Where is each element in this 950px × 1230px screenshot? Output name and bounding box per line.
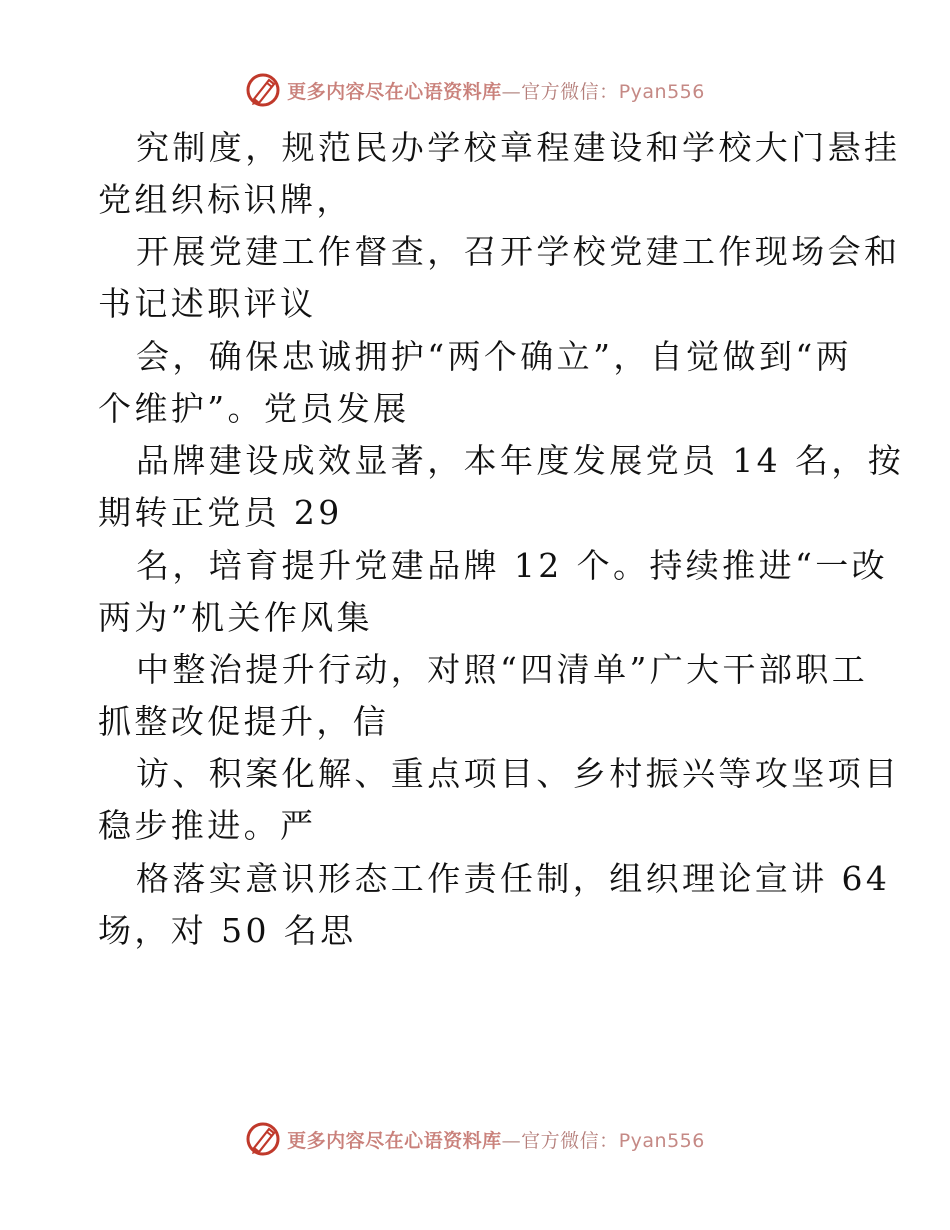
paragraph-line: 期转正党员 29 (98, 493, 343, 533)
footer-banner (0, 1119, 950, 1159)
paragraph-line: 两为”机关作风集 (98, 597, 374, 637)
footer-wechat-id: Pyan556 (618, 1129, 705, 1152)
paragraph-2 (98, 226, 901, 330)
header-dash: — (501, 80, 522, 103)
paragraph-line: 场，对 50 名思 (98, 910, 357, 950)
pen-logo-icon (245, 1121, 281, 1157)
footer-banner-text (287, 1126, 705, 1153)
paragraph-1 (98, 122, 901, 226)
pen-logo-icon (245, 72, 281, 108)
paragraph-line: 访、积案化解、重点项目、乡村振兴等攻坚项目 (136, 754, 901, 794)
paragraph-line: 党组织标识牌， (98, 180, 353, 219)
paragraph-5 (98, 540, 889, 644)
paragraph-3 (98, 331, 858, 435)
header-wechat-id: Pyan556 (618, 80, 705, 103)
header-site-text: 更多内容尽在心语资料库 (287, 80, 502, 103)
paragraph-line: 稳步推进。严 (98, 806, 317, 846)
footer-site-text: 更多内容尽在心语资料库 (287, 1129, 502, 1152)
paragraph-8 (98, 853, 891, 957)
paragraph-4 (98, 435, 905, 539)
paragraph-line: 个维护”。党员发展 (98, 388, 410, 428)
paragraph-line: 究制度，规范民办学校章程建设和学校大门悬挂 (136, 128, 901, 167)
document-body (98, 122, 905, 957)
paragraph-line: 格落实意识形态工作责任制，组织理论宣讲 64 (136, 858, 891, 898)
paragraph-line: 中整治提升行动，对照“四清单”广大干部职工 (136, 649, 869, 689)
paragraph-line: 书记述职评议 (98, 284, 317, 324)
paragraph-line: 会，确保忠诚拥护“两个确立”，自觉做到“两 (136, 336, 853, 376)
footer-wechat-label: 官方微信： (521, 1129, 619, 1152)
footer-dash: — (501, 1129, 522, 1152)
header-banner (0, 70, 950, 110)
paragraph-line: 开展党建工作督查，召开学校党建工作现场会和 (136, 232, 901, 272)
paragraph-6 (98, 644, 869, 748)
paragraph-7 (98, 748, 901, 852)
header-wechat-label: 官方微信： (521, 80, 619, 103)
paragraph-line: 品牌建设成效显著，本年度发展党员 14 名，按 (136, 441, 905, 481)
paragraph-line: 抓整改促提升，信 (98, 701, 390, 741)
paragraph-line: 名，培育提升党建品牌 12 个。持续推进“一改 (136, 545, 889, 585)
header-banner-text (287, 77, 705, 104)
